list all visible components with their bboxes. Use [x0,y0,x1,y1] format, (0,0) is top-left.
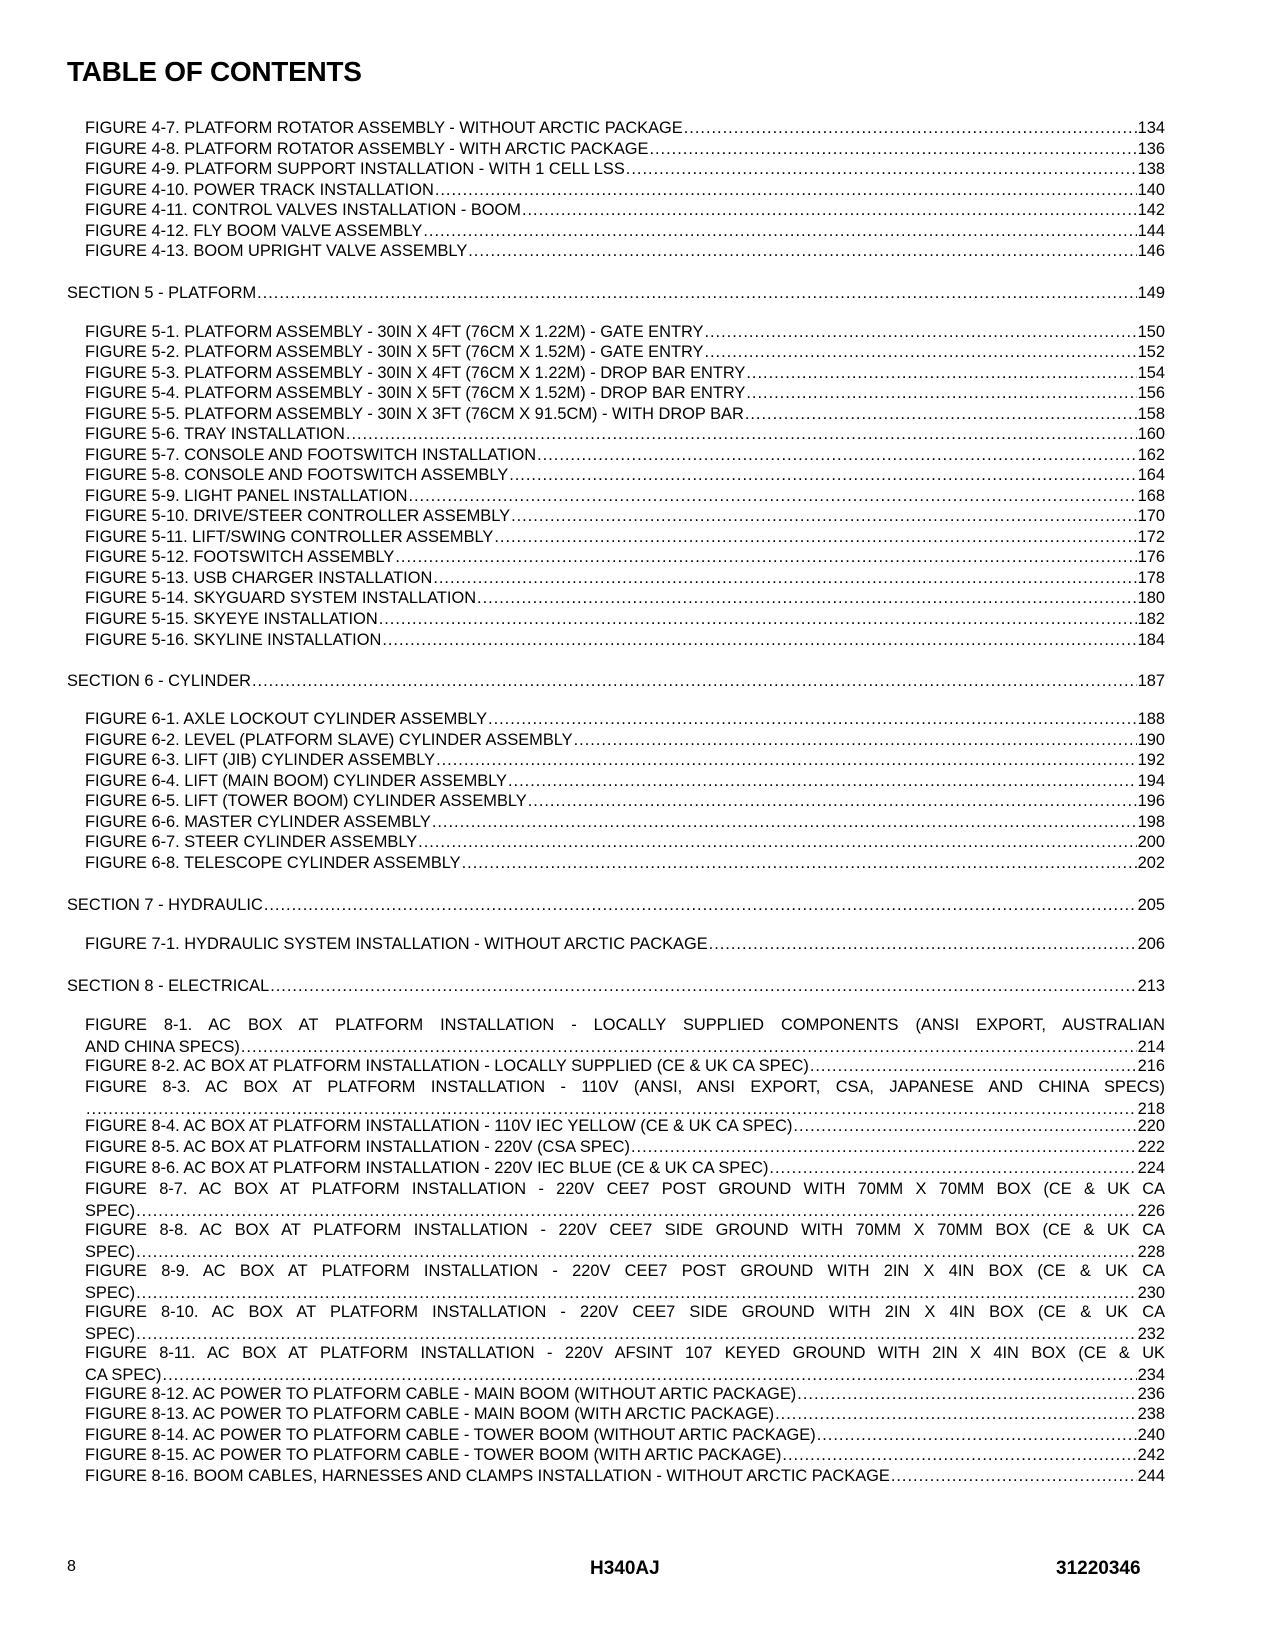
toc-figure-entry[interactable] [85,200,1165,222]
toc-entry-page: 164 [1137,466,1165,484]
toc-entry-page: 158 [1137,405,1165,423]
toc-entry-line [85,1056,1165,1078]
dot-leader [488,709,1137,731]
toc-entry-title: FIGURE 4-11. CONTROL VALVES INSTALLATION - BOOM [85,201,521,219]
toc-figure-entry[interactable] [85,853,1165,875]
dot-leader [462,853,1137,875]
toc-entry-line [85,506,1165,528]
toc-entry-page: 146 [1137,242,1165,260]
dot-leader [379,609,1137,631]
toc-entry-line [85,791,1165,813]
toc-entry-title: FIGURE 5-14. SKYGUARD SYSTEM INSTALLATION [85,589,477,607]
toc-entry-line [67,976,1165,998]
toc-entry-title: SECTION 6 - CYLINDER [67,672,251,690]
toc-entry-line [85,445,1165,467]
dot-leader [746,363,1136,385]
page-title: TABLE OF CONTENTS [67,56,362,87]
toc-entry-line [85,1137,1165,1159]
toc-entry-title-continued: SPEC) [85,1324,136,1343]
toc-entry-page: 176 [1137,548,1165,566]
toc-entry-line [85,404,1165,426]
toc-entry-page: 240 [1137,1426,1165,1444]
toc-entry-title: FIGURE 8-9. AC BOX AT PLATFORM INSTALLATION - 220V CEE7 POST GROUND WITH 2IN X 4IN BOX (CE & UK CA [85,1262,1165,1280]
dot-leader [136,1283,1137,1305]
toc-entry-line [85,1242,1165,1264]
toc-entry-page: 242 [1137,1446,1165,1464]
toc-entry-title: FIGURE 6-5. LIFT (TOWER BOOM) CYLINDER ASSEMBLY [85,792,527,810]
dot-leader [477,588,1137,610]
dot-leader [626,159,1137,181]
toc-figure-entry[interactable] [85,630,1165,652]
toc-figure-entry[interactable] [85,1261,1165,1304]
toc-entry-title: FIGURE 8-3. AC BOX AT PLATFORM INSTALLATION - 110V (ANSI, ANSI EXPORT, CSA, JAPANESE AND CHINA SPECS) [85,1078,1165,1096]
toc-entry-line [85,750,1165,772]
toc-entry-title: SECTION 5 - PLATFORM [67,284,257,302]
toc-entry-title: FIGURE 6-2. LEVEL (PLATFORM SLAVE) CYLINDER ASSEMBLY [85,731,573,749]
toc-entry-title: FIGURE 5-10. DRIVE/STEER CONTROLLER ASSEMBLY [85,507,511,525]
toc-entry-page: 244 [1137,1467,1165,1485]
toc-entry-page: 156 [1137,384,1165,402]
toc-figure-entry[interactable] [85,118,1165,140]
toc-entry-title: FIGURE 6-4. LIFT (MAIN BOOM) CYLINDER ASSEMBLY [85,772,507,790]
toc-entry-line [85,118,1165,140]
toc-figure-entry[interactable] [85,1077,1165,1120]
toc-entry-page: 196 [1137,792,1165,810]
toc-entry-page: 234 [1137,1365,1165,1384]
toc-entry-title: FIGURE 8-16. BOOM CABLES, HARNESSES AND CLAMPS INSTALLATION - WITHOUT ARCTIC PACKAGE [85,1467,890,1485]
toc-entry-page: 226 [1137,1201,1165,1220]
dot-leader [649,139,1136,161]
dot-leader [631,1137,1137,1159]
dot-leader [163,1365,1137,1387]
toc-entry-line [85,1384,1165,1406]
toc-entry-line [85,159,1165,181]
toc-figure-entry[interactable] [85,1343,1165,1386]
dot-leader [435,180,1137,202]
toc-entry-line [85,342,1165,364]
toc-entry-page: 138 [1137,160,1165,178]
toc-entry-page: 150 [1137,323,1165,341]
toc-entry-title: FIGURE 8-5. AC BOX AT PLATFORM INSTALLATION - 220V (CSA SPEC) [85,1138,630,1156]
toc-entry-line [85,1201,1165,1223]
toc-figure-entry[interactable] [85,709,1165,731]
toc-figure-entry[interactable] [85,445,1165,467]
dot-leader [257,283,1137,305]
toc-figure-entry[interactable] [85,568,1165,590]
toc-entry-title: FIGURE 8-8. AC BOX AT PLATFORM INSTALLATION - 220V CEE7 SIDE GROUND WITH 70MM X 70MM BOX (CE & UK CA [85,1221,1165,1239]
toc-entry-page: 187 [1137,672,1165,690]
toc-entry-page: 178 [1137,569,1165,587]
toc-figure-entry[interactable] [85,465,1165,487]
footer-model: H340AJ [590,1558,660,1579]
toc-entry-title: FIGURE 4-12. FLY BOOM VALVE ASSEMBLY [85,222,423,240]
toc-figure-entry[interactable] [85,832,1165,854]
toc-figure-entry[interactable] [85,1015,1165,1058]
toc-entry-page: 140 [1137,181,1165,199]
toc-entry-line [85,1283,1165,1305]
toc-entry-title-continued: SPEC) [85,1242,136,1261]
toc-entry-page: 205 [1137,896,1165,914]
toc-entry-title: FIGURE 6-8. TELESCOPE CYLINDER ASSEMBLY [85,854,461,872]
dot-leader [432,812,1137,834]
toc-entry-page: 228 [1137,1242,1165,1261]
dot-leader [508,771,1137,793]
toc-entry-page: 144 [1137,222,1165,240]
toc-entry-page: 142 [1137,201,1165,219]
dot-leader [817,1425,1137,1447]
toc-figure-entry[interactable] [85,1116,1165,1138]
toc-entry-title: FIGURE 6-7. STEER CYLINDER ASSEMBLY [85,833,418,851]
dot-leader [511,506,1137,528]
dot-leader [382,630,1136,652]
toc-entry-line [85,730,1165,752]
toc-entry-line [85,547,1165,569]
dot-leader [509,465,1136,487]
toc-figure-entry[interactable] [85,383,1165,405]
toc-figure-entry[interactable] [85,730,1165,752]
dot-leader [395,547,1136,569]
toc-entry-title: FIGURE 5-8. CONSOLE AND FOOTSWITCH ASSEMBLY [85,466,509,484]
toc-figure-entry[interactable] [85,1056,1165,1078]
toc-entry-title: FIGURE 8-1. AC BOX AT PLATFORM INSTALLATION - LOCALLY SUPPLIED COMPONENTS (ANSI EXPORT, AUSTRALIAN [85,1016,1165,1034]
toc-entry-page: 134 [1137,119,1165,137]
dot-leader [891,1466,1137,1488]
toc-entry-title: FIGURE 8-6. AC BOX AT PLATFORM INSTALLATION - 220V IEC BLUE (CE & UK CA SPEC) [85,1159,769,1177]
toc-figure-entry[interactable] [85,342,1165,364]
toc-figure-entry[interactable] [85,1158,1165,1180]
toc-figure-entry[interactable] [85,322,1165,344]
toc-figure-entry[interactable] [85,180,1165,202]
toc-figure-entry[interactable] [85,527,1165,549]
toc-entry-page: 168 [1137,487,1165,505]
toc-entry-title: FIGURE 5-15. SKYEYE INSTALLATION [85,610,378,628]
toc-entry-title: FIGURE 4-8. PLATFORM ROTATOR ASSEMBLY - WITH ARCTIC PACKAGE [85,140,649,158]
dot-leader [408,486,1136,508]
toc-entry-page: 136 [1137,140,1165,158]
toc-entry-title: FIGURE 7-1. HYDRAULIC SYSTEM INSTALLATION - WITHOUT ARCTIC PACKAGE [85,935,708,953]
toc-entry-title-continued: CA SPEC) [85,1365,162,1384]
toc-entry-page: 154 [1137,364,1165,382]
toc-entry-title: FIGURE 8-11. AC BOX AT PLATFORM INSTALLATION - 220V AFSINT 107 KEYED GROUND WITH 2IN X 4IN BOX (CE & UK [85,1344,1165,1362]
toc-entry-title: FIGURE 5-6. TRAY INSTALLATION [85,425,345,443]
toc-entry-line [85,180,1165,202]
dot-leader [745,404,1137,426]
toc-figure-entry[interactable] [85,1384,1165,1406]
toc-figure-entry[interactable] [85,221,1165,243]
toc-entry-page: 232 [1137,1324,1165,1343]
toc-entry-line [85,241,1165,263]
dot-leader [537,445,1137,467]
toc-figure-entry[interactable] [85,812,1165,834]
toc-entry-line [85,771,1165,793]
dot-leader [423,221,1136,243]
toc-entry-title: SECTION 7 - HYDRAULIC [67,896,263,914]
toc-entry-line [85,1425,1165,1447]
toc-entry-line [67,671,1165,693]
toc-entry-page: 194 [1137,772,1165,790]
toc-figure-entry[interactable] [85,1445,1165,1467]
dot-leader [252,671,1137,693]
toc-figure-entry[interactable] [85,750,1165,772]
toc-entry-line [85,934,1165,956]
toc-entry-line [85,527,1165,549]
dot-leader [704,342,1136,364]
toc-entry-title: FIGURE 5-9. LIGHT PANEL INSTALLATION [85,487,408,505]
toc-entry-line [85,588,1165,610]
toc-entry-line [85,221,1165,243]
toc-entry-title: FIGURE 6-6. MASTER CYLINDER ASSEMBLY [85,813,431,831]
toc-entry-title: FIGURE 8-7. AC BOX AT PLATFORM INSTALLATION - 220V CEE7 POST GROUND WITH 70MM X 70MM BOX (CE & UK CA [85,1180,1165,1198]
dot-leader [264,895,1137,917]
toc-entry-line [85,812,1165,834]
toc-entry-title: FIGURE 5-7. CONSOLE AND FOOTSWITCH INSTALLATION [85,446,537,464]
toc-entry-page: 180 [1137,589,1165,607]
toc-entry-title: FIGURE 8-4. AC BOX AT PLATFORM INSTALLATION - 110V IEC YELLOW (CE & UK CA SPEC) [85,1117,793,1135]
toc-entry-page: 236 [1137,1385,1165,1403]
toc-entry-title-continued: AND CHINA SPECS) [85,1037,240,1056]
toc-figure-entry[interactable] [85,486,1165,508]
toc-entry-line [85,1404,1165,1426]
toc-entry-line [85,200,1165,222]
toc-figure-entry[interactable] [85,424,1165,446]
dot-leader [494,527,1136,549]
dot-leader [136,1324,1137,1346]
toc-figure-entry[interactable] [85,1425,1165,1447]
toc-entry-page: 206 [1137,935,1165,953]
dot-leader [436,750,1137,772]
toc-entry-line [85,832,1165,854]
toc-entry-page: 152 [1137,343,1165,361]
toc-entry-page: 224 [1137,1159,1165,1177]
toc-entry-page: 200 [1137,833,1165,851]
toc-entry-line [85,1158,1165,1180]
toc-entry-line [85,1365,1165,1387]
toc-entry-page: 214 [1137,1037,1165,1056]
toc-figure-entry[interactable] [85,1466,1165,1488]
toc-figure-entry[interactable] [85,241,1165,263]
dot-leader [684,118,1137,140]
toc-entry-line [67,895,1165,917]
toc-entry-page: 192 [1137,751,1165,769]
toc-entry-line [85,424,1165,446]
toc-entry-title: FIGURE 8-14. AC POWER TO PLATFORM CABLE - TOWER BOOM (WITHOUT ARTIC PACKAGE) [85,1426,816,1444]
toc-entry-page: 222 [1137,1138,1165,1156]
toc-entry-title: FIGURE 5-1. PLATFORM ASSEMBLY - 30IN X 4FT (76CM X 1.22M) - GATE ENTRY [85,323,704,341]
toc-entry-title-continued: SPEC) [85,1201,136,1220]
toc-entry-title: FIGURE 4-7. PLATFORM ROTATOR ASSEMBLY - WITHOUT ARCTIC PACKAGE [85,119,683,137]
toc-entry-line [85,363,1165,385]
toc-figure-entry[interactable] [85,771,1165,793]
toc-entry-title: FIGURE 8-10. AC BOX AT PLATFORM INSTALLATION - 220V CEE7 SIDE GROUND WITH 2IN X 4IN BOX (CE & UK CA [85,1303,1165,1321]
toc-entry-title: FIGURE 8-13. AC POWER TO PLATFORM CABLE - MAIN BOOM (WITH ARCTIC PACKAGE) [85,1405,775,1423]
toc-entry-page: 202 [1137,854,1165,872]
dot-leader [468,241,1136,263]
dot-leader [528,791,1137,813]
toc-figure-entry[interactable] [85,588,1165,610]
toc-entry-title: FIGURE 5-12. FOOTSWITCH ASSEMBLY [85,548,395,566]
toc-entry-line [85,1466,1165,1488]
dot-leader [797,1384,1136,1406]
toc-entry-line [85,1037,1165,1059]
toc-entry-line [85,630,1165,652]
dot-leader [433,568,1136,590]
toc-entry-page: 170 [1137,507,1165,525]
toc-entry-title: FIGURE 5-13. USB CHARGER INSTALLATION [85,569,433,587]
dot-leader [136,1201,1137,1223]
toc-entry-page: 216 [1137,1057,1165,1075]
toc-entry-page: 218 [1137,1099,1165,1118]
toc-entry-line [85,853,1165,875]
toc-entry-line [85,465,1165,487]
toc-entry-line [85,568,1165,590]
toc-entry-page: 184 [1137,631,1165,649]
toc-entry-line [85,383,1165,405]
dot-leader [346,424,1137,446]
toc-section-entry[interactable] [67,976,1165,998]
toc-entry-title: FIGURE 5-4. PLATFORM ASSEMBLY - 30IN X 5FT (76CM X 1.52M) - DROP BAR ENTRY [85,384,746,402]
toc-entry-title: FIGURE 5-11. LIFT/SWING CONTROLLER ASSEMBLY [85,528,494,546]
toc-entry-title-continued: SPEC) [85,1283,136,1302]
toc-entry-line [85,139,1165,161]
toc-entry-page: 188 [1137,710,1165,728]
toc-entry-line [85,322,1165,344]
dot-leader [810,1056,1137,1078]
toc-entry-page: 230 [1137,1283,1165,1302]
toc-entry-page: 162 [1137,446,1165,464]
toc-figure-entry[interactable] [85,1179,1165,1222]
toc-figure-entry[interactable] [85,506,1165,528]
dot-leader [270,976,1136,998]
dot-leader [746,383,1136,405]
dot-leader [775,1404,1137,1426]
toc-entry-page: 213 [1137,977,1165,995]
toc-entry-line [85,1116,1165,1138]
toc-entry-page: 238 [1137,1405,1165,1423]
toc-entry-title: FIGURE 6-3. LIFT (JIB) CYLINDER ASSEMBLY [85,751,436,769]
toc-figure-entry[interactable] [85,1137,1165,1159]
toc-entry-line [85,486,1165,508]
toc-entry-page: 182 [1137,610,1165,628]
toc-entry-title: FIGURE 4-13. BOOM UPRIGHT VALVE ASSEMBLY [85,242,468,260]
dot-leader [793,1116,1136,1138]
toc-figure-entry[interactable] [85,934,1165,956]
dot-leader [769,1158,1136,1180]
toc-entry-title: FIGURE 5-5. PLATFORM ASSEMBLY - 30IN X 3FT (76CM X 91.5CM) - WITH DROP BAR [85,405,744,423]
toc-entry-line [85,1445,1165,1467]
dot-leader [241,1037,1137,1059]
toc-entry-page: 220 [1137,1117,1165,1135]
toc-entry-title: FIGURE 5-2. PLATFORM ASSEMBLY - 30IN X 5FT (76CM X 1.52M) - GATE ENTRY [85,343,704,361]
toc-entry-page: 149 [1137,284,1165,302]
toc-section-entry[interactable] [67,895,1165,917]
dot-leader [136,1242,1137,1264]
toc-figure-entry[interactable] [85,609,1165,631]
toc-entry-title: FIGURE 8-2. AC BOX AT PLATFORM INSTALLATION - LOCALLY SUPPLIED (CE & UK CA SPEC) [85,1057,809,1075]
toc-entry-title: FIGURE 5-16. SKYLINE INSTALLATION [85,631,382,649]
toc-entry-title: FIGURE 4-10. POWER TRACK INSTALLATION [85,181,434,199]
toc-entry-page: 172 [1137,528,1165,546]
footer-doc-number: 31220346 [1056,1558,1141,1579]
dot-leader [704,322,1136,344]
toc-entry-line [85,709,1165,731]
toc-figure-entry[interactable] [85,791,1165,813]
toc-entry-title: SECTION 8 - ELECTRICAL [67,977,270,995]
footer-page-number: 8 [67,1558,76,1575]
toc-entry-line [85,609,1165,631]
toc-entry-line [85,1324,1165,1346]
toc-section-entry[interactable] [67,671,1165,693]
toc-entry-line [67,283,1165,305]
toc-figure-entry[interactable] [85,159,1165,181]
toc-entry-title: FIGURE 8-15. AC POWER TO PLATFORM CABLE - TOWER BOOM (WITH ARTIC PACKAGE) [85,1446,782,1464]
toc-section-entry[interactable] [67,283,1165,305]
toc-entry-page: 198 [1137,813,1165,831]
dot-leader [522,200,1137,222]
dot-leader [782,1445,1136,1467]
dot-leader [574,730,1137,752]
toc-entry-title: FIGURE 4-9. PLATFORM SUPPORT INSTALLATION - WITH 1 CELL LSS [85,160,625,178]
toc-figure-entry[interactable] [85,1302,1165,1345]
toc-entry-title: FIGURE 5-3. PLATFORM ASSEMBLY - 30IN X 4FT (76CM X 1.22M) - DROP BAR ENTRY [85,364,746,382]
toc-figure-entry[interactable] [85,547,1165,569]
toc-entry-title: FIGURE 8-12. AC POWER TO PLATFORM CABLE - MAIN BOOM (WITHOUT ARTIC PACKAGE) [85,1385,797,1403]
toc-figure-entry[interactable] [85,139,1165,161]
toc-entry-page: 160 [1137,425,1165,443]
dot-leader [418,832,1136,854]
toc-entry-page: 190 [1137,731,1165,749]
toc-figure-entry[interactable] [85,1220,1165,1263]
dot-leader [709,934,1137,956]
toc-figure-entry[interactable] [85,1404,1165,1426]
toc-figure-entry[interactable] [85,363,1165,385]
toc-entry-title: FIGURE 6-1. AXLE LOCKOUT CYLINDER ASSEMBLY [85,710,488,728]
toc-figure-entry[interactable] [85,404,1165,426]
